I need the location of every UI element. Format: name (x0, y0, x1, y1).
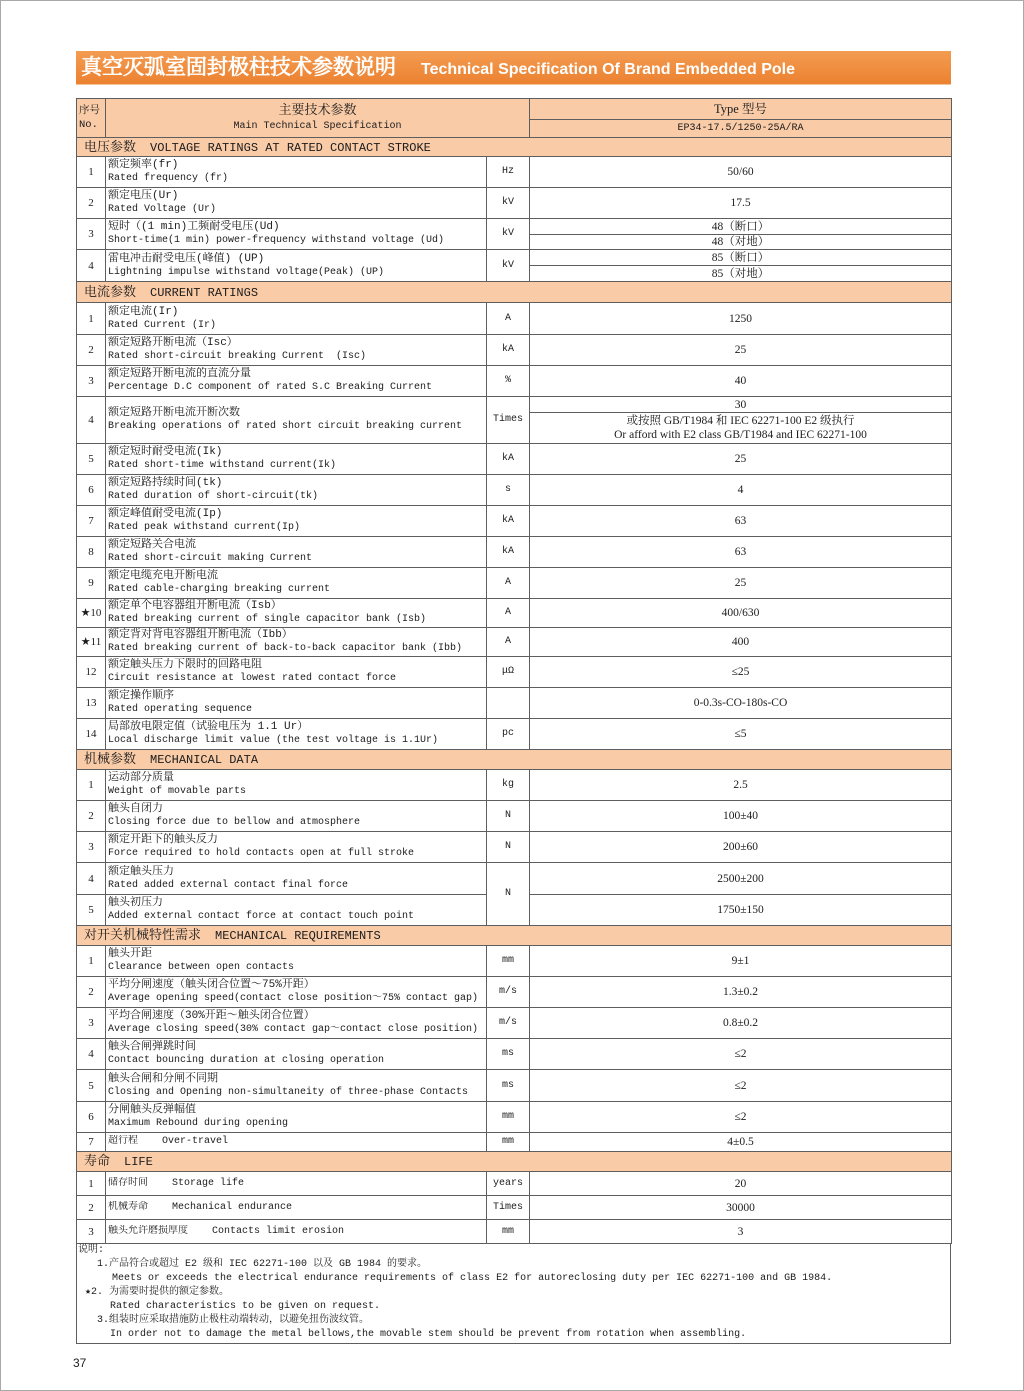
row-number: 3 (77, 1008, 106, 1039)
header-model: EP34-17.5/1250-25A/RA (530, 120, 952, 138)
note-1-cn: 1.产品符合或超过 E2 级和 IEC 62271-100 以及 GB 1984 的要求。 (97, 1259, 428, 1270)
parameter-name (106, 1172, 487, 1196)
row-number: 4 (77, 863, 106, 895)
parameter-name-en: Rated short-circuit making Current (108, 553, 313, 564)
parameter-name-en: Lightning impulse withstand voltage(Peak) (UP) (108, 266, 385, 278)
section-title-en: MECHANICAL REQUIREMENTS (215, 929, 381, 943)
parameter-name (106, 250, 487, 282)
page-number: 37 (73, 1356, 87, 1370)
section-title-en: LIFE (124, 1155, 153, 1169)
parameter-name (106, 977, 487, 1008)
unit-cell: kV (487, 219, 530, 250)
parameter-name (106, 946, 487, 977)
spec-sheet (76, 98, 951, 1344)
parameter-name-en: Rated duration of short-circuit(tk) (108, 491, 319, 502)
header-main-cell (106, 99, 530, 138)
unit-cell: kg (487, 770, 530, 801)
parameter-name (106, 657, 487, 688)
parameter-name-en: Rated added external contact final force (108, 879, 349, 891)
parameter-name-en: Short-time(1 min) power-frequency withstand voltage (Ud) (108, 235, 445, 246)
parameter-name (106, 475, 487, 506)
parameter-name-en: Local discharge limit value (the test voltage is 1.1Ur) (108, 735, 439, 746)
spec-row (77, 1196, 952, 1220)
parameter-name-inline: 机械寿命 Mechanical endurance (108, 1201, 293, 1213)
parameter-name (106, 303, 487, 335)
parameter-name-en: Rated breaking current of single capacitor bank (Isb) (108, 614, 427, 625)
parameter-name-en: Clearance between open contacts (108, 962, 295, 973)
row-number: 1 (77, 770, 106, 801)
unit-cell: mm (487, 1133, 530, 1152)
section-title-cn: 寿命 (84, 1154, 111, 1169)
section-title-cn: 电压参数 (84, 139, 137, 155)
parameter-name-inline: 触头允许磨损厚度 Contacts limit erosion (108, 1225, 345, 1237)
row-number: 3 (77, 219, 106, 250)
parameter-value: 0-0.3s-CO-180s-CO (530, 688, 952, 719)
parameter-value: 400 (530, 628, 952, 657)
section-title-cn: 电流参数 (84, 284, 137, 300)
row-number: 2 (77, 188, 106, 219)
title-banner (76, 51, 951, 84)
parameter-value: 9±1 (530, 946, 952, 977)
spec-row (77, 188, 952, 219)
parameter-name (106, 1039, 487, 1070)
unit-cell: years (487, 1172, 530, 1196)
parameter-name (106, 1133, 487, 1152)
parameter-name (106, 397, 487, 444)
parameter-value: 4 (530, 475, 952, 506)
parameter-name (106, 770, 487, 801)
unit-cell: Hz (487, 157, 530, 188)
unit-cell: A (487, 628, 530, 657)
row-number: 4 (77, 1039, 106, 1070)
unit-cell: kV (487, 188, 530, 219)
parameter-value: 25 (530, 444, 952, 475)
spec-row (77, 1102, 952, 1133)
spec-row (77, 444, 952, 475)
section-header-row (77, 926, 952, 946)
row-number: 3 (77, 1220, 106, 1244)
header-no-en: No. (79, 119, 98, 131)
parameter-name (106, 219, 487, 250)
section-title (77, 1152, 952, 1172)
parameter-name-cn: 额定电压(Ur) (108, 190, 179, 202)
section-title (77, 750, 952, 770)
note-1-en: Meets or exceeds the electrical endurance requirements of class E2 for autoreclosing duty per IEC 62271-100 and GB 1984. (112, 1273, 833, 1284)
parameter-name-en: Rated short-time withstand current(Ik) (108, 460, 337, 471)
section-title-en: VOLTAGE RATINGS AT RATED CONTACT STROKE (150, 140, 431, 155)
section-title-cn: 机械参数 (84, 752, 137, 767)
parameter-name-cn: 分闸触头反弹幅值 (108, 1104, 196, 1116)
row-number: ★10 (77, 599, 106, 628)
spec-row (77, 1039, 952, 1070)
parameter-name-cn: 局部放电限定值（试验电压为 1.1 Ur） (108, 721, 309, 733)
row-number: 2 (77, 801, 106, 832)
unit-cell: % (487, 366, 530, 397)
parameter-name (106, 568, 487, 599)
unit-cell: m/s (487, 1008, 530, 1039)
notes-title: 说明: (78, 1245, 105, 1256)
parameter-name-en: Closing force due to bellow and atmosphere (108, 817, 361, 828)
parameter-name (106, 719, 487, 750)
parameter-value: ≤5 (530, 719, 952, 750)
parameter-value: 25 (530, 568, 952, 599)
spec-row (77, 801, 952, 832)
unit-cell: kA (487, 506, 530, 537)
parameter-name-en: Contact bouncing duration at closing operation (108, 1055, 385, 1066)
parameter-name-en: Rated peak withstand current(Ip) (108, 522, 301, 533)
parameter-name (106, 599, 487, 628)
section-title-en: CURRENT RATINGS (150, 285, 259, 300)
header-type-label: Type 型号 (530, 99, 952, 120)
parameter-value: 0.8±0.2 (530, 1008, 952, 1039)
note-3-en: In order not to damage the metal bellows,the movable stem should be prevent from rotation when assembling. (110, 1329, 747, 1340)
row-number: 6 (77, 1102, 106, 1133)
section-header-row (77, 1152, 952, 1172)
spec-row (77, 506, 952, 537)
unit-cell: mm (487, 1220, 530, 1244)
parameter-value: 48（对地） (530, 235, 952, 250)
unit-cell: m/s (487, 977, 530, 1008)
parameter-name (106, 832, 487, 863)
parameter-name-en: Rated breaking current of back-to-back capacitor bank (Ibb) (108, 643, 463, 654)
row-number: 12 (77, 657, 106, 688)
parameter-value: 48（断口） (530, 219, 952, 235)
spec-row (77, 537, 952, 568)
parameter-value: 85（断口） (530, 250, 952, 266)
parameter-name-en: Force required to hold contacts open at full stroke (108, 848, 415, 859)
parameter-name (106, 895, 487, 926)
unit-cell (487, 688, 530, 719)
parameter-value-line: 或按照 GB/T1984 和 IEC 62271-100 E2 级执行 (626, 415, 855, 427)
parameter-name-cn: 平均分闸速度（触头闭合位置～75%开距） (108, 979, 315, 991)
unit-cell: s (487, 475, 530, 506)
parameter-name (106, 628, 487, 657)
unit-cell: kV (487, 250, 530, 282)
unit-cell: kA (487, 335, 530, 366)
unit-cell: mm (487, 1102, 530, 1133)
parameter-name (106, 801, 487, 832)
parameter-name-cn: 触头合闸和分闸不同期 (108, 1072, 218, 1085)
parameter-value: 1.3±0.2 (530, 977, 952, 1008)
parameter-value: 63 (530, 506, 952, 537)
header-row (77, 99, 952, 120)
parameter-name (106, 335, 487, 366)
parameter-name-en: Rated short-circuit breaking Current (Isc) (108, 351, 367, 362)
spec-row (77, 770, 952, 801)
row-number: 14 (77, 719, 106, 750)
row-number: 5 (77, 895, 106, 926)
parameter-name-en: Rated Voltage (Ur) (108, 204, 217, 215)
parameter-value: 25 (530, 335, 952, 366)
parameter-name-cn: 触头合闸弹跳时间 (108, 1041, 196, 1053)
parameter-name-cn: 额定短时耐受电流(Ik) (108, 446, 223, 458)
parameter-name (106, 1220, 487, 1244)
spec-row (77, 219, 952, 235)
table-header (77, 99, 952, 138)
parameter-name (106, 366, 487, 397)
parameter-name-en: Rated frequency (fr) (108, 173, 229, 184)
row-number: 3 (77, 366, 106, 397)
parameter-value: 40 (530, 366, 952, 397)
parameter-value: 3 (530, 1220, 952, 1244)
parameter-value: ≤25 (530, 657, 952, 688)
row-number: 2 (77, 1196, 106, 1220)
unit-cell: ms (487, 1039, 530, 1070)
parameter-name (106, 188, 487, 219)
parameter-name (106, 444, 487, 475)
unit-cell: N (487, 832, 530, 863)
parameter-name-cn: 运动部分质量 (108, 772, 174, 784)
parameter-name (106, 863, 487, 895)
row-number: 5 (77, 444, 106, 475)
row-number: 1 (77, 946, 106, 977)
spec-row (77, 475, 952, 506)
row-number: 2 (77, 335, 106, 366)
parameter-value: 17.5 (530, 188, 952, 219)
parameter-value: 20 (530, 1172, 952, 1196)
parameter-name (106, 1102, 487, 1133)
parameter-name-cn: 额定短路开断电流（Isc） (108, 337, 238, 349)
unit-cell: N (487, 863, 530, 926)
row-number: 8 (77, 537, 106, 568)
parameter-name (106, 688, 487, 719)
unit-cell: A (487, 303, 530, 335)
row-number: 13 (77, 688, 106, 719)
parameter-name-en: Average closing speed(30% contact gap～contact close position) (108, 1024, 479, 1035)
parameter-name-en: Rated cable-charging breaking current (108, 584, 331, 595)
parameter-name-cn: 额定短路开断电流的直流分量 (108, 368, 251, 380)
parameter-value: 100±40 (530, 801, 952, 832)
parameter-name-cn: 短时（(1 min)工频耐受电压(Ud) (108, 221, 280, 233)
header-no-cell (77, 99, 106, 138)
parameter-value: 1750±150 (530, 895, 952, 926)
parameter-name-inline: 超行程 Over-travel (108, 1136, 229, 1147)
section-title-en: MECHANICAL DATA (150, 753, 259, 767)
row-number: ★11 (77, 628, 106, 657)
row-number: 7 (77, 1133, 106, 1152)
spec-row (77, 628, 952, 657)
row-number: 1 (77, 1172, 106, 1196)
row-number: 3 (77, 832, 106, 863)
section-header-row (77, 282, 952, 303)
spec-row (77, 719, 952, 750)
parameter-name-cn: 额定单个电容器组开断电流（Isb） (108, 600, 282, 612)
parameter-value: ≤2 (530, 1039, 952, 1070)
spec-row (77, 303, 952, 335)
parameter-name-cn: 额定电缆充电开断电流 (108, 570, 218, 582)
unit-cell: pc (487, 719, 530, 750)
parameter-name-cn: 雷电冲击耐受电压(峰值) (UP) (108, 252, 265, 265)
unit-cell: N (487, 801, 530, 832)
parameter-name (106, 157, 487, 188)
unit-cell: kA (487, 444, 530, 475)
row-number: 4 (77, 397, 106, 444)
parameter-name (106, 1070, 487, 1102)
parameter-name-en: Breaking operations of rated short circuit breaking current (108, 421, 463, 432)
parameter-name-cn: 额定电流(Ir) (108, 305, 179, 318)
parameter-name-cn: 额定短路开断电流开断次数 (108, 407, 240, 419)
spec-row (77, 657, 952, 688)
unit-cell: Times (487, 397, 530, 444)
header-no-cn: 序号 (79, 105, 100, 117)
parameter-name-en: Circuit resistance at lowest rated contact force (108, 673, 397, 684)
parameter-name-cn: 触头开距 (108, 948, 152, 960)
row-number: 6 (77, 475, 106, 506)
spec-row (77, 863, 952, 895)
parameter-value-line: Or afford with E2 class GB/T1984 and IEC 62271-100 (614, 429, 867, 441)
note-3-cn: 3.组装时应采取措施防止极柱动端转动，以避免扭伤波纹管。 (97, 1315, 370, 1326)
unit-cell: Times (487, 1196, 530, 1220)
spec-row (77, 1220, 952, 1244)
parameter-name-cn: 额定频率(fr) (108, 159, 179, 171)
parameter-name-cn: 触头自闭力 (108, 803, 163, 815)
unit-cell: μΩ (487, 657, 530, 688)
spec-row (77, 977, 952, 1008)
row-number: 4 (77, 250, 106, 282)
section-title (77, 138, 952, 157)
spec-row (77, 568, 952, 599)
row-number: 9 (77, 568, 106, 599)
parameter-name (106, 1008, 487, 1039)
note-2-en: Rated characteristics to be given on request. (110, 1301, 381, 1312)
spec-row (77, 366, 952, 397)
section-header-row (77, 138, 952, 157)
notes-box (76, 1244, 951, 1344)
parameter-name-inline: 储存时间 Storage life (108, 1177, 245, 1189)
parameter-name-cn: 平均合闸速度（30%开距～触头闭合位置） (108, 1010, 315, 1022)
title-en: Technical Specification Of Brand Embedded Pole (421, 61, 795, 78)
spec-row (77, 1008, 952, 1039)
parameter-value: 2500±200 (530, 863, 952, 895)
parameter-name (106, 506, 487, 537)
parameter-value: 1250 (530, 303, 952, 335)
spec-row (77, 335, 952, 366)
spec-row (77, 946, 952, 977)
parameter-value: 200±60 (530, 832, 952, 863)
parameter-name-cn: 额定短路关合电流 (108, 539, 196, 551)
parameter-name-cn: 额定操作顺序 (108, 690, 174, 702)
parameter-name (106, 537, 487, 568)
parameter-value: ≤2 (530, 1070, 952, 1102)
parameter-name-en: Rated operating sequence (108, 704, 253, 715)
section-header-row (77, 750, 952, 770)
parameter-name-cn: 额定短路持续时间(tk) (108, 477, 223, 489)
spec-row (77, 599, 952, 628)
spec-row (77, 1070, 952, 1102)
parameter-name-cn: 额定背对背电容器组开断电流（Ibb） (108, 629, 293, 641)
spec-row (77, 832, 952, 863)
parameter-name-cn: 额定触头压力 (108, 865, 174, 878)
spec-row (77, 157, 952, 188)
row-number: 1 (77, 303, 106, 335)
parameter-name-en: Added external contact force at contact touch point (108, 911, 415, 922)
header-main-cn: 主要技术参数 (278, 103, 357, 118)
unit-cell: ms (487, 1070, 530, 1102)
parameter-name-en: Average opening speed(contact close position～75% contact gap) (108, 993, 479, 1004)
unit-cell: A (487, 568, 530, 599)
parameter-value: 400/630 (530, 599, 952, 628)
parameter-value (530, 413, 952, 444)
parameter-value: 4±0.5 (530, 1133, 952, 1152)
section-title (77, 926, 952, 946)
spec-row (77, 1172, 952, 1196)
unit-cell: A (487, 599, 530, 628)
parameter-name-cn: 额定触头压力下限时的回路电阻 (108, 659, 262, 671)
spec-row (77, 250, 952, 266)
parameter-name-cn: 额定峰值耐受电流(Ip) (108, 508, 223, 520)
header-main-en: Main Technical Specification (233, 121, 402, 132)
spec-row (77, 688, 952, 719)
parameter-value: 50/60 (530, 157, 952, 188)
section-title-cn: 对开关机械特性需求 (84, 928, 202, 943)
parameter-name (106, 1196, 487, 1220)
parameter-name-cn: 额定开距下的触头反力 (108, 834, 218, 846)
parameter-name-cn: 触头初压力 (108, 897, 163, 909)
parameter-value: 85（对地） (530, 266, 952, 282)
parameter-name-en: Rated Current (Ir) (108, 319, 217, 331)
row-number: 1 (77, 157, 106, 188)
parameter-value: 30000 (530, 1196, 952, 1220)
parameter-name-en: Maximum Rebound during opening (108, 1118, 289, 1129)
spec-table (76, 98, 952, 1244)
note-2-cn: ★2. 为需要时提供的额定参数。 (85, 1287, 230, 1298)
unit-cell: mm (487, 946, 530, 977)
parameter-value: 63 (530, 537, 952, 568)
row-number: 2 (77, 977, 106, 1008)
table-body (77, 138, 952, 1244)
parameter-value: 2.5 (530, 770, 952, 801)
row-number: 5 (77, 1070, 106, 1102)
parameter-value: ≤2 (530, 1102, 952, 1133)
parameter-name-en: Closing and Opening non-simultaneity of three-phase Contacts (108, 1086, 469, 1098)
parameter-name-en: Percentage D.C component of rated S.C Breaking Current (108, 382, 433, 393)
row-number: 7 (77, 506, 106, 537)
spec-row (77, 397, 952, 413)
parameter-name-en: Weight of movable parts (108, 786, 247, 797)
unit-cell: kA (487, 537, 530, 568)
title-cn: 真空灭弧室固封极柱技术参数说明 (81, 55, 396, 79)
spec-row (77, 1133, 952, 1152)
parameter-value: 30 (530, 397, 952, 413)
section-title (77, 282, 952, 303)
